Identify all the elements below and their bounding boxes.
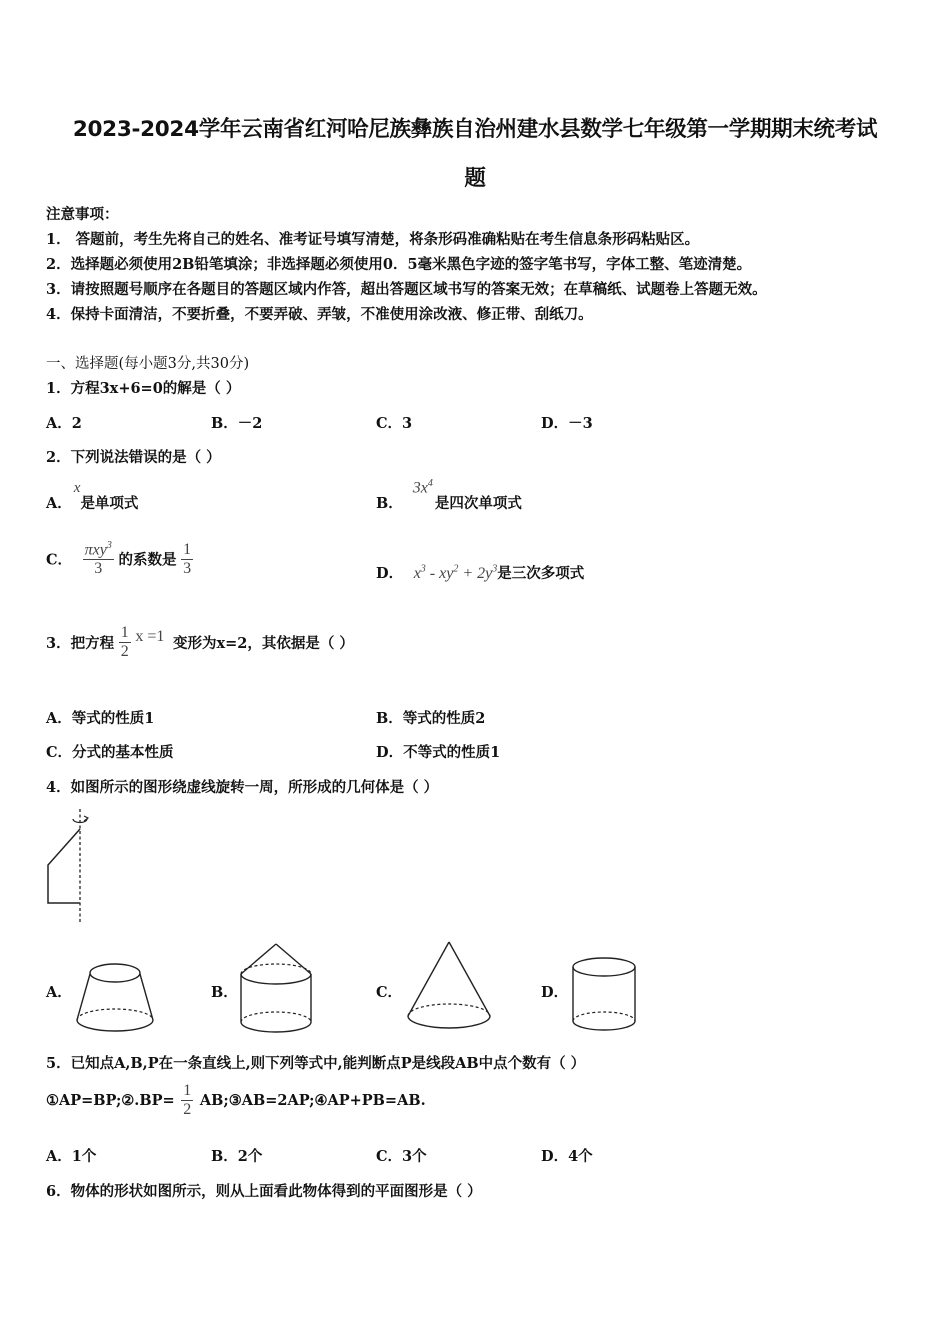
question-3-option-d: D．不等式的性质1 [376,744,501,761]
option-c-cone-figure [404,940,494,1036]
option-c-label: C． [46,551,73,569]
question-2-stem: 2．下列说法错误的是（ ） [46,449,221,466]
question-1-option-a: A．2 [46,415,82,432]
option-c-text: 的系数是 [118,551,177,569]
option-a-label: A． [46,495,72,512]
document-title-line1: 2023-2024学年云南省红河哈尼族彝族自治州建水县数学七年级第一学期期末统考试 [72,117,878,142]
question-3-option-a: A．等式的性质1 [46,710,155,727]
option-d-polynomial: $x^3 - xy^2 + 2y^3$ [413,563,498,582]
question-1-option-d: D．－3 [541,415,593,432]
question-5-option-d: D．4个 [541,1148,593,1165]
question-4-option-a-label: A． [46,984,72,1001]
question-3-option-b: B．等式的性质2 [376,710,486,727]
question-4-figure [40,805,110,925]
question-2-option-a [46,480,138,513]
question-4-option-d-label: D． [541,984,569,1001]
option-a-math: x [73,480,81,496]
question-3-stem: 3．把方程 $\frac{1}{2}$ x =1 变形为x=2，其依据是（ ） [46,624,354,660]
question-5-conditions: ①AP=BP;②.BP= $\frac{1}{2}$ AB;③AB=2AP;④AP+PB=AB. [46,1082,426,1118]
option-b-label: B． [376,495,403,512]
question-3-equation: x =1 [135,628,165,645]
section-heading: 一、选择题(每小题3分,共30分) [46,356,250,372]
question-2-option-b [376,478,522,513]
option-d-cylinder-figure [570,955,638,1037]
question-3-option-c: C．分式的基本性质 [46,744,174,761]
question-5-option-b: B．2个 [211,1148,263,1165]
question-6-stem: 6．物体的形状如图所示，则从上面看此物体得到的平面图形是（ ） [46,1183,482,1200]
question-5-fraction: $\frac{1}{2}$ [183,1082,192,1118]
question-2-option-c [46,540,193,578]
question-5-option-c: C．3个 [376,1148,427,1165]
notice-item-4: 4．保持卡面清洁，不要折叠，不要弄破、弄皱，不准使用涂改液、修正带、刮纸刀。 [46,306,593,323]
option-c-fraction: $\frac{\pi xy^3}{3}$ [84,540,112,578]
option-c-coefficient: $\frac{1}{3}$ [183,540,192,577]
question-4-stem: 4．如图所示的图形绕虚线旋转一周，所形成的几何体是（ ） [46,779,439,796]
question-1-option-b: B．－2 [211,415,263,432]
option-b-cone-on-cylinder-figure [238,942,314,1036]
option-b-math: $3x^4$ [412,478,433,497]
question-5-stem: 5．已知点A,B,P在一条直线上,则下列等式中,能判断点P是线段AB中点个数有（ ） [46,1055,586,1072]
option-b-text: 是四次单项式 [434,495,522,512]
question-1-option-c: C．3 [376,415,413,432]
notice-item-1: 1． 答题前，考生先将自己的姓名、准考证号填写清楚，将条形码准确粘贴在考生信息条形码粘贴区。 [46,231,700,248]
option-a-text: 是单项式 [80,495,139,512]
question-4-option-c-label: C． [376,984,403,1001]
question-1-stem: 1．方程3x+6=0的解是（ ） [46,380,241,397]
document-title-line2: 题 [464,166,486,191]
option-d-text: 是三次多项式 [497,565,585,582]
option-a-frustum-figure [74,960,156,1036]
notice-item-3: 3．请按照题号顺序在各题目的答题区域内作答，超出答题区域书写的答案无效；在草稿纸、试题卷上答题无效。 [46,281,767,298]
question-2-option-d [376,562,584,583]
option-d-label: D． [376,565,404,582]
notice-heading: 注意事项： [46,206,119,223]
question-4-option-b-label: B． [211,984,238,1001]
question-3-fraction: $\frac{1}{2}$ [120,624,129,660]
question-5-option-a: A．1个 [46,1148,97,1165]
notice-item-2: 2．选择题必须使用2B铅笔填涂；非选择题必须使用0．5毫米黑色字迹的签字笔书写，字体工整、笔迹清楚。 [46,256,752,273]
